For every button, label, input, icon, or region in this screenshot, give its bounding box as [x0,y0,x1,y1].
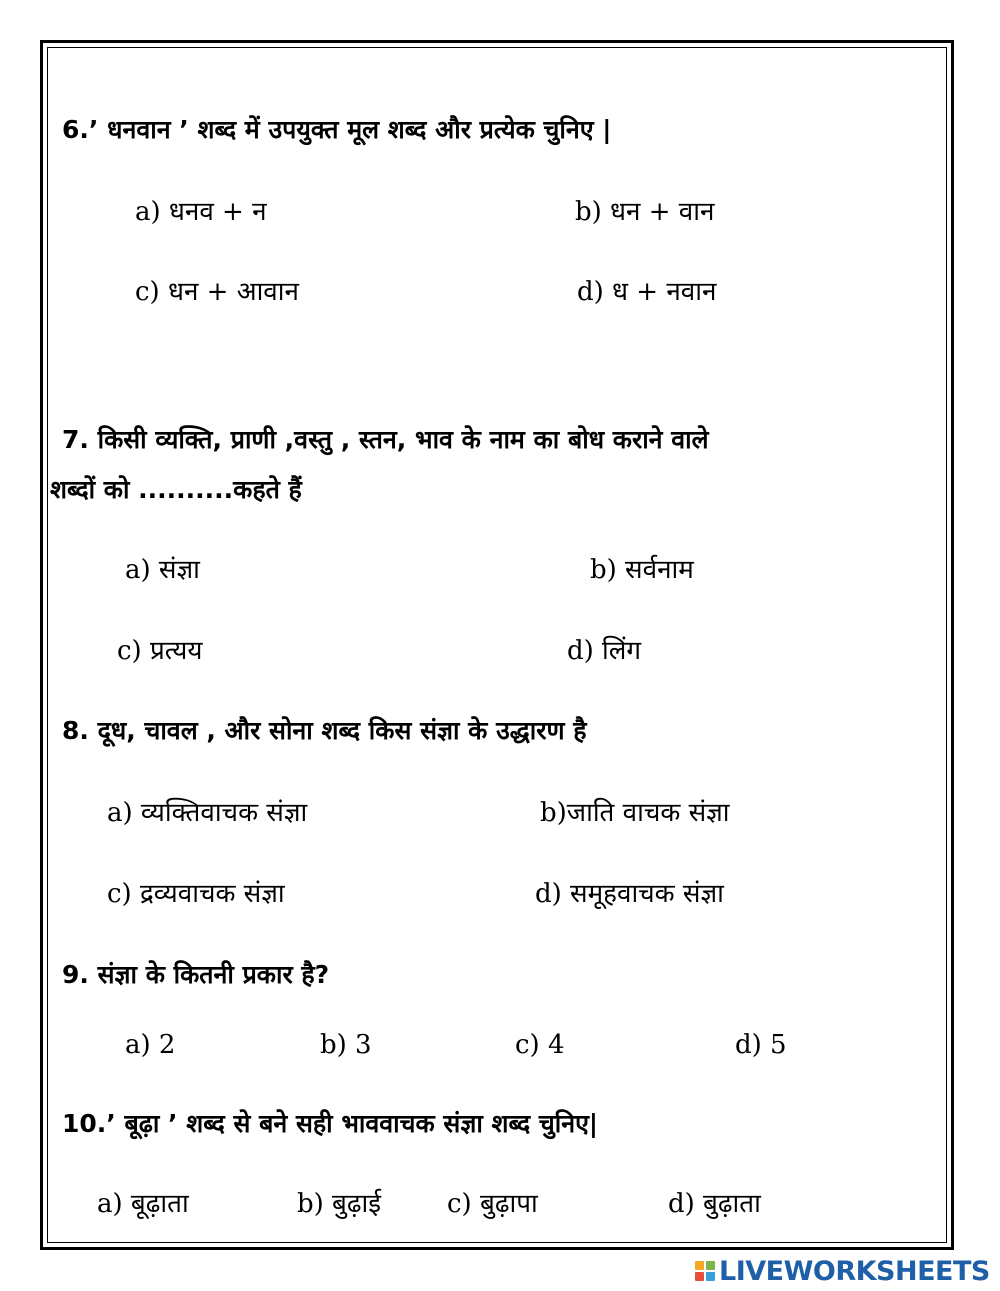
question-10-option-d[interactable]: d) बुढ़ाता [668,1189,761,1219]
question-6-option-d[interactable]: d) ध + नवान [577,277,717,307]
liveworksheets-wordmark: LIVEWORKSHEETS [719,1255,990,1287]
liveworksheets-branding [695,1255,990,1287]
question-6-option-c[interactable]: c) धन + आवान [135,277,299,307]
question-7-option-b[interactable]: b) सर्वनाम [590,555,694,585]
question-7-line-1: 7. किसी व्यक्ति, प्राणी ,वस्तु , स्तन, भाव के नाम का बोध कराने वाले [62,425,709,454]
question-8-option-d[interactable]: d) समूहवाचक संज्ञा [535,879,724,909]
question-9: 9. संज्ञा के कितनी प्रकार है? [62,960,330,989]
question-9-option-c[interactable]: c) 4 [515,1030,565,1060]
question-10: 10.’ बूढ़ा ’ शब्द से बने सही भाववाचक संज्ञा शब्द चुनिए| [62,1109,599,1138]
question-9-option-d[interactable]: d) 5 [735,1030,787,1060]
question-9-option-a[interactable]: a) 2 [125,1030,176,1060]
question-8: 8. दूध, चावल , और सोना शब्द किस संज्ञा के उद्धारण है [62,716,587,745]
question-9-option-b[interactable]: b) 3 [320,1030,372,1060]
question-8-option-c[interactable]: c) द्रव्यवाचक संज्ञा [107,879,285,909]
question-7-option-d[interactable]: d) लिंग [567,636,642,666]
question-10-option-a[interactable]: a) बूढ़ाता [97,1189,189,1219]
question-6-option-a[interactable]: a) धनव + न [135,197,267,227]
question-6: 6.’ धनवान ’ शब्द में उपयुक्त मूल शब्द और प्रत्येक चुनिए | [62,115,612,144]
question-10-option-b[interactable]: b) बुढ़ाई [297,1189,382,1219]
question-7-option-a[interactable]: a) संज्ञा [125,555,200,585]
question-6-option-b[interactable]: b) धन + वान [575,197,715,227]
question-8-option-b[interactable]: b)जाति वाचक संज्ञा [540,798,730,828]
question-8-option-a[interactable]: a) व्यक्तिवाचक संज्ञा [107,798,308,828]
question-7-line-2: शब्दों को ..........कहते हैं [50,475,302,504]
question-7-option-c[interactable]: c) प्रत्यय [117,636,203,666]
question-10-option-c[interactable]: c) बुढ़ापा [447,1189,538,1219]
liveworksheets-logo-icon [695,1261,715,1281]
